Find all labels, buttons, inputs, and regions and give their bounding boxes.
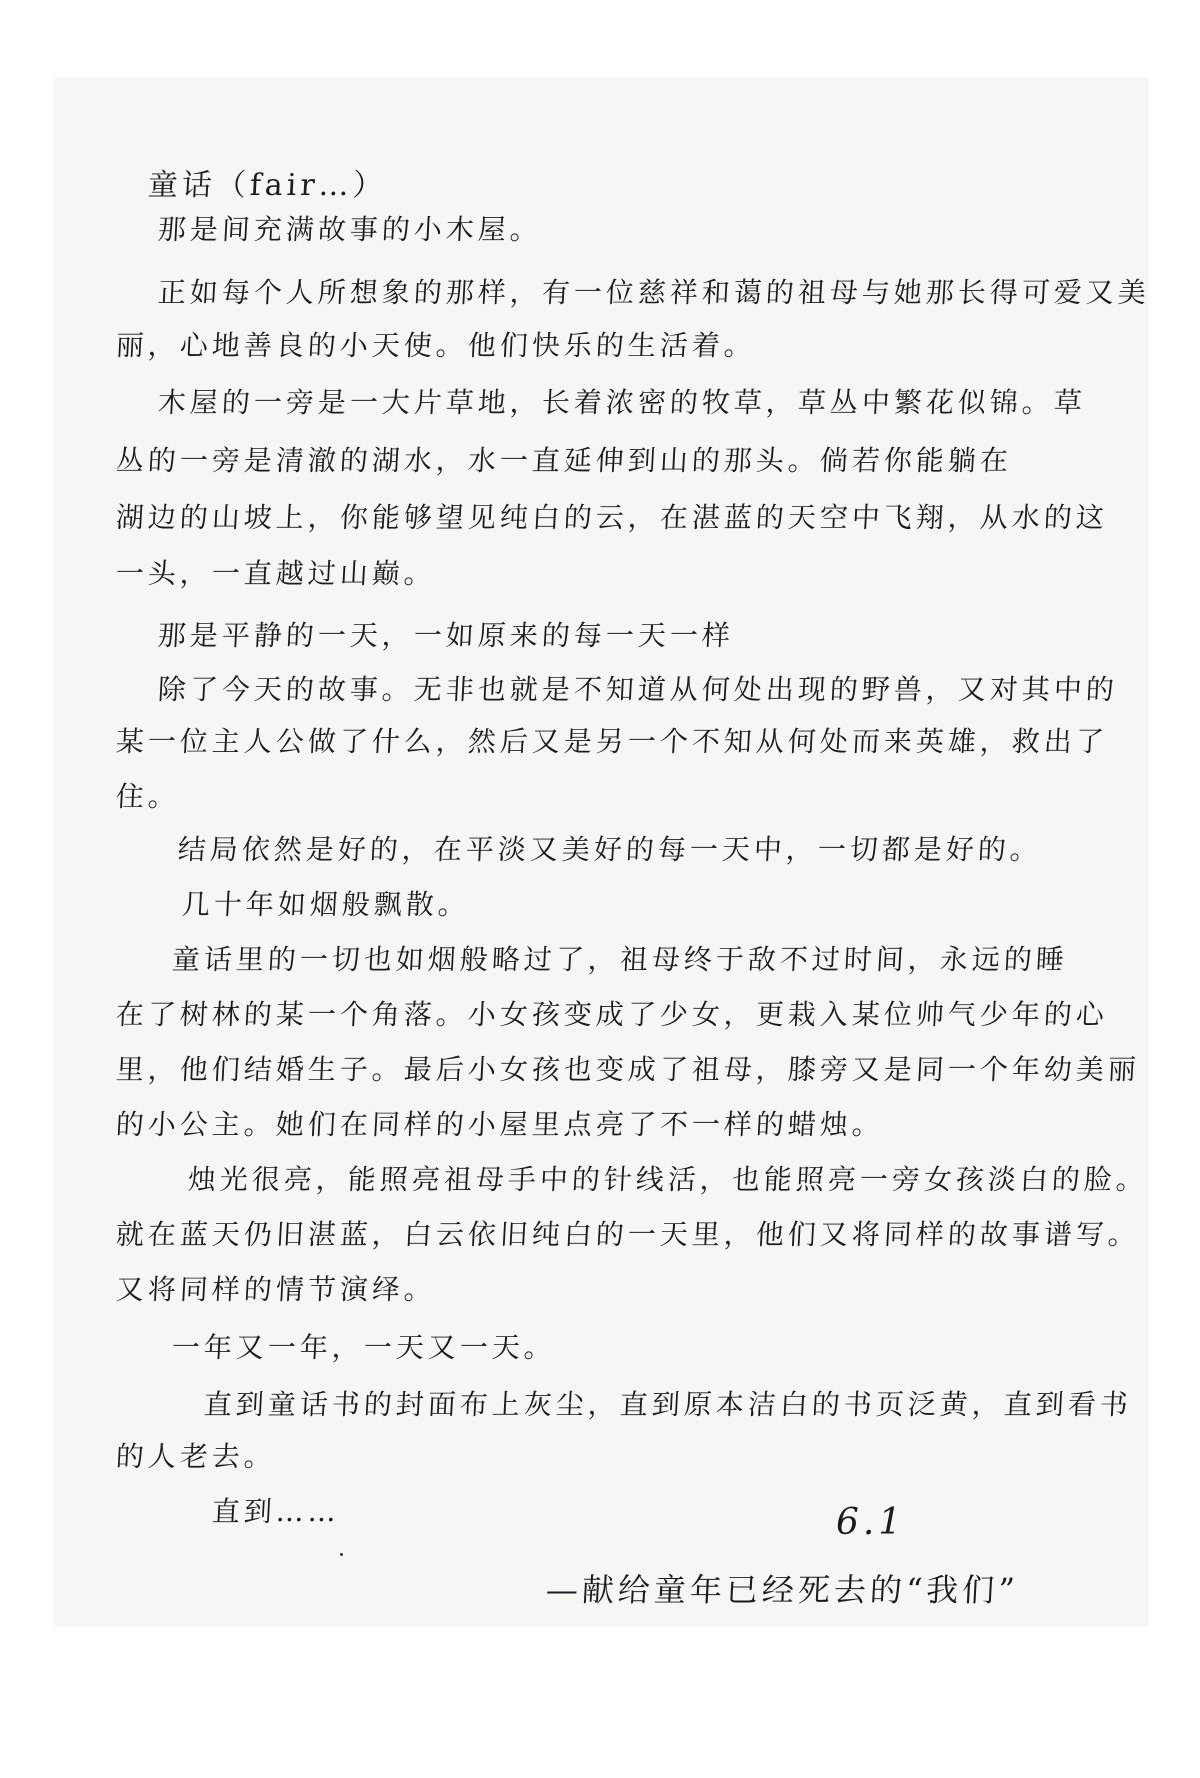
letter-line: 正如每个人所想象的那样，有一位慈祥和蔼的祖母与她那长得可爱又美 [157,276,1151,309]
letter-line: 木屋的一旁是一大片草地，长着浓密的牧草，草丛中繁花似锦。草 [157,386,1087,419]
letter-line: 烛光很亮，能照亮祖母手中的针线活，也能照亮一旁女孩淡白的脸。 [187,1163,1149,1196]
letter-line: 除了今天的故事。无非也就是不知道从何处出现的野兽，又对其中的 [157,673,1119,706]
letter-line: 直到童话书的封面布上灰尘，直到原本洁白的书页泛黄，直到看书 [203,1388,1133,1421]
letter-dedication: —献给童年已经死去的“我们” [544,1571,1020,1609]
letter-line: 就在蓝天仍旧湛蓝，白云依旧纯白的一天里，他们又将同样的故事谱写。 [115,1218,1141,1251]
letter-line: 那是间充满故事的小木屋。 [157,213,543,246]
letter-line: 丽，心地善良的小天使。他们快乐的生活着。 [115,329,757,362]
letter-line: 的人老去。 [115,1440,277,1473]
ink-speck [340,1553,343,1556]
letter-line: 又将同样的情节演绎。 [115,1273,437,1306]
letter-line: 几十年如烟般飘散。 [181,888,471,921]
letter-line: 某一位主人公做了什么，然后又是另一个不知从何处而来英雄，救出了 [115,725,1109,758]
letter-line: 的小公主。她们在同样的小屋里点亮了不一样的蜡烛。 [115,1108,885,1141]
letter-date: 6.1 [836,1502,906,1543]
letter-line: 童话里的一切也如烟般略过了，祖母终于敌不过时间，永远的睡 [171,943,1069,976]
letter-line: 结局依然是好的，在平淡又美好的每一天中，一切都是好的。 [177,833,1043,866]
letter-line: 住。 [115,780,181,813]
letter-line: 直到…… [211,1495,341,1528]
letter-title: 童话（fair…） [146,168,388,203]
letter-line: 一头，一直越过山巅。 [115,557,437,590]
paper-sheet [54,78,1151,1626]
letter-line: 在了树林的某一个角落。小女孩变成了少女，更栽入某位帅气少年的心 [115,998,1109,1031]
letter-line: 一年又一年，一天又一天。 [171,1331,557,1364]
letter-line: 湖边的山坡上，你能够望见纯白的云，在湛蓝的天空中飞翔，从水的这 [115,501,1109,534]
letter-line: 丛的一旁是清澈的湖水，水一直延伸到山的那头。倘若你能躺在 [115,444,1013,477]
letter-line: 里，他们结婚生子。最后小女孩也变成了祖母，膝旁又是同一个年幼美丽 [115,1053,1141,1086]
letter-line: 那是平静的一天，一如原来的每一天一样 [157,619,735,652]
